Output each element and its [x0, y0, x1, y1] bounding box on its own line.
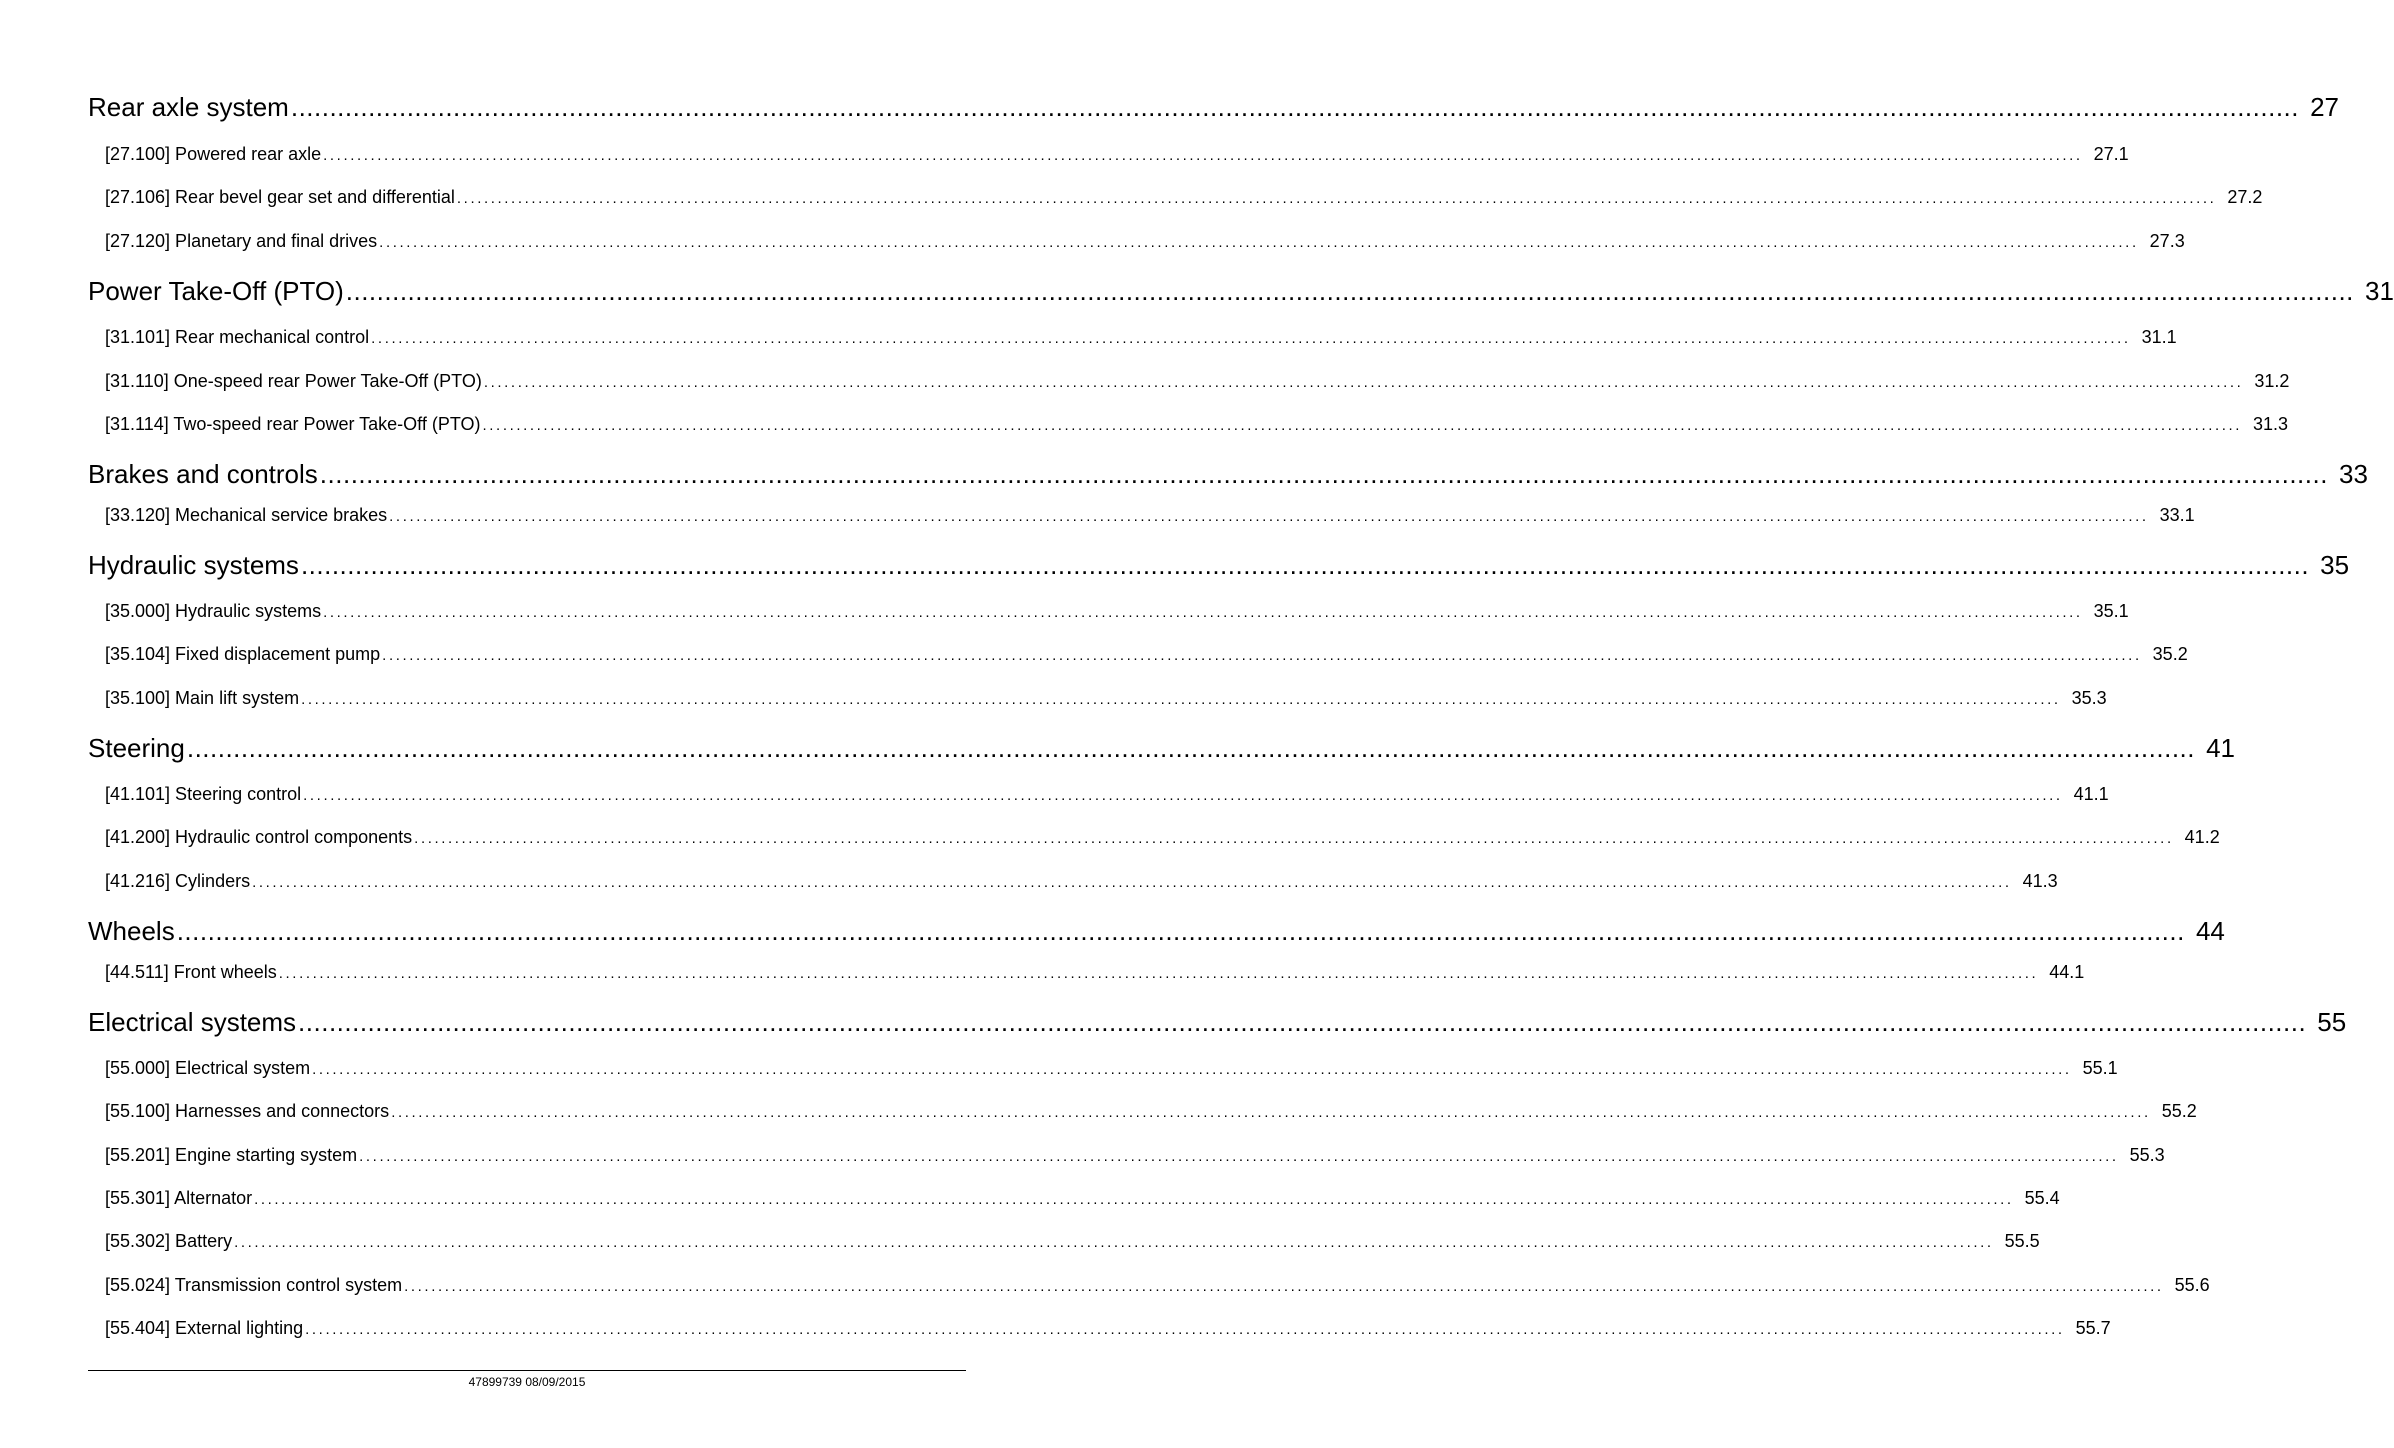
- toc-entry[interactable]: [105, 1187, 2060, 1211]
- dot-leader: ....................................................................................................................................................................................................................................................................: [176, 916, 2185, 946]
- entry-page-number: 35.2: [2152, 644, 2188, 664]
- toc-entry[interactable]: [105, 1230, 2040, 1254]
- toc-entry[interactable]: [105, 870, 2058, 894]
- entry-title: [33.120] Mechanical service brakes: [105, 505, 388, 525]
- toc-entry[interactable]: [105, 326, 2177, 350]
- entry-page-number: 35.3: [2071, 688, 2107, 708]
- toc-entry[interactable]: [105, 143, 2129, 167]
- dot-leader: ....................................................................................................................................................................................................................................................................: [319, 459, 2328, 489]
- toc-entry[interactable]: [105, 783, 2109, 807]
- dot-leader: ....................................................................................................................................................................................................................................................................: [382, 647, 2142, 664]
- entry-page-number: 33.1: [2159, 505, 2195, 525]
- entry-title: [41.200] Hydraulic control components: [105, 827, 413, 847]
- toc-entry[interactable]: [105, 413, 2289, 437]
- toc-entry[interactable]: [105, 504, 2195, 528]
- dot-leader: ....................................................................................................................................................................................................................................................................: [254, 1191, 2014, 1208]
- dot-leader: ....................................................................................................................................................................................................................................................................: [300, 550, 2310, 580]
- entry-title: [35.000] Hydraulic systems: [105, 601, 322, 621]
- section-page-number: 27: [2310, 92, 2339, 122]
- dot-leader: ....................................................................................................................................................................................................................................................................: [278, 965, 2039, 982]
- toc-section[interactable]: [88, 733, 2235, 763]
- toc-section[interactable]: [88, 916, 2225, 946]
- dot-leader: ....................................................................................................................................................................................................................................................................: [379, 234, 2139, 251]
- toc-entry[interactable]: [105, 370, 2290, 394]
- dot-leader: ....................................................................................................................................................................................................................................................................: [312, 1061, 2072, 1078]
- entry-page-number: 31.2: [2254, 371, 2290, 391]
- toc-entry[interactable]: [105, 1057, 2118, 1081]
- toc-entry[interactable]: [105, 600, 2129, 624]
- toc-entry[interactable]: [105, 1144, 2165, 1168]
- dot-leader: ....................................................................................................................................................................................................................................................................: [359, 1148, 2119, 1165]
- entry-title: [35.100] Main lift system: [105, 688, 300, 708]
- toc-entry[interactable]: [105, 961, 2085, 985]
- toc-entry[interactable]: [105, 1317, 2111, 1341]
- entry-title: [55.024] Transmission control system: [105, 1275, 403, 1295]
- entry-title: [41.101] Steering control: [105, 784, 302, 804]
- entry-page-number: 55.2: [2161, 1101, 2197, 1121]
- toc-entry[interactable]: [105, 687, 2107, 711]
- entry-page-number: 55.4: [2024, 1188, 2060, 1208]
- table-of-contents: [88, 0, 2394, 1360]
- entry-title: [44.511] Front wheels: [105, 962, 277, 982]
- entry-title: [35.104] Fixed displacement pump: [105, 644, 381, 664]
- toc-entry[interactable]: [105, 230, 2185, 254]
- section-title: Rear axle system: [88, 92, 289, 122]
- dot-leader: ....................................................................................................................................................................................................................................................................: [456, 190, 2217, 207]
- section-page-number: 44: [2195, 916, 2225, 946]
- dot-leader: ....................................................................................................................................................................................................................................................................: [482, 417, 2243, 434]
- dot-leader: ....................................................................................................................................................................................................................................................................: [234, 1234, 1994, 1251]
- entry-title: [55.201] Engine starting system: [105, 1145, 358, 1165]
- entry-page-number: 41.1: [2073, 784, 2109, 804]
- entry-page-number: 27.1: [2093, 144, 2129, 164]
- dot-leader: ....................................................................................................................................................................................................................................................................: [414, 830, 2174, 847]
- toc-section[interactable]: [88, 550, 2350, 580]
- entry-title: [55.301] Alternator: [105, 1188, 253, 1208]
- dot-leader: ....................................................................................................................................................................................................................................................................: [305, 1321, 2065, 1338]
- dot-leader: ....................................................................................................................................................................................................................................................................: [389, 508, 2149, 525]
- entry-page-number: 27.2: [2227, 187, 2263, 207]
- toc-section[interactable]: [88, 459, 2368, 489]
- footer-rule: [88, 1370, 966, 1371]
- footer-document-id: 47899739 08/09/2015: [468, 1375, 586, 1389]
- entry-title: [41.216] Cylinders: [105, 871, 251, 891]
- entry-page-number: 31.3: [2253, 414, 2289, 434]
- toc-section[interactable]: [88, 1007, 2347, 1037]
- section-title: Power Take-Off (PTO): [88, 276, 344, 306]
- toc-entry[interactable]: [105, 643, 2188, 667]
- section-title: Wheels: [88, 916, 175, 946]
- section-page-number: 41: [2206, 733, 2235, 763]
- entry-page-number: 55.6: [2174, 1275, 2210, 1295]
- dot-leader: ....................................................................................................................................................................................................................................................................: [186, 733, 2195, 763]
- entry-page-number: 31.1: [2141, 327, 2177, 347]
- entry-page-number: 27.3: [2149, 231, 2185, 251]
- entry-title: [55.000] Electrical system: [105, 1058, 311, 1078]
- entry-page-number: 55.1: [2082, 1058, 2118, 1078]
- section-title: Steering: [88, 733, 185, 763]
- toc-entry[interactable]: [105, 1100, 2197, 1124]
- entry-title: [27.106] Rear bevel gear set and differential: [105, 187, 455, 207]
- entry-page-number: 35.1: [2093, 601, 2129, 621]
- dot-leader: ....................................................................................................................................................................................................................................................................: [252, 874, 2012, 891]
- entry-title: [31.110] One-speed rear Power Take-Off (PTO): [105, 371, 482, 391]
- entry-page-number: 55.3: [2129, 1145, 2165, 1165]
- dot-leader: ....................................................................................................................................................................................................................................................................: [391, 1104, 2151, 1121]
- entry-page-number: 55.5: [2004, 1231, 2040, 1251]
- entry-page-number: 41.2: [2184, 827, 2220, 847]
- section-page-number: 31: [2364, 276, 2394, 306]
- entry-page-number: 44.1: [2049, 962, 2085, 982]
- toc-entry[interactable]: [105, 826, 2220, 850]
- section-page-number: 35: [2320, 550, 2350, 580]
- toc-section[interactable]: [88, 276, 2394, 306]
- entry-title: [55.404] External lighting: [105, 1318, 304, 1338]
- section-title: Electrical systems: [88, 1007, 297, 1037]
- dot-leader: ....................................................................................................................................................................................................................................................................: [303, 787, 2063, 804]
- dot-leader: ....................................................................................................................................................................................................................................................................: [371, 330, 2131, 347]
- entry-title: [27.100] Powered rear axle: [105, 144, 322, 164]
- entry-title: [27.120] Planetary and final drives: [105, 231, 378, 251]
- section-title: Hydraulic systems: [88, 550, 299, 580]
- entry-title: [55.302] Battery: [105, 1231, 233, 1251]
- entry-page-number: 41.3: [2022, 871, 2058, 891]
- dot-leader: ....................................................................................................................................................................................................................................................................: [345, 276, 2354, 306]
- entry-title: [55.100] Harnesses and connectors: [105, 1101, 390, 1121]
- section-page-number: 55: [2317, 1007, 2347, 1037]
- toc-entry[interactable]: [105, 186, 2263, 210]
- dot-leader: ....................................................................................................................................................................................................................................................................: [301, 691, 2061, 708]
- dot-leader: ....................................................................................................................................................................................................................................................................: [290, 92, 2299, 122]
- section-page-number: 33: [2339, 459, 2368, 489]
- entry-page-number: 55.7: [2075, 1318, 2111, 1338]
- dot-leader: ....................................................................................................................................................................................................................................................................: [483, 374, 2244, 391]
- dot-leader: ....................................................................................................................................................................................................................................................................: [404, 1278, 2164, 1295]
- dot-leader: ....................................................................................................................................................................................................................................................................: [323, 147, 2083, 164]
- dot-leader: ....................................................................................................................................................................................................................................................................: [298, 1007, 2307, 1037]
- entry-title: [31.114] Two-speed rear Power Take-Off (PTO): [105, 414, 481, 434]
- toc-section[interactable]: [88, 92, 2339, 122]
- section-title: Brakes and controls: [88, 459, 318, 489]
- dot-leader: ....................................................................................................................................................................................................................................................................: [323, 604, 2083, 621]
- toc-entry[interactable]: [105, 1274, 2210, 1298]
- entry-title: [31.101] Rear mechanical control: [105, 327, 370, 347]
